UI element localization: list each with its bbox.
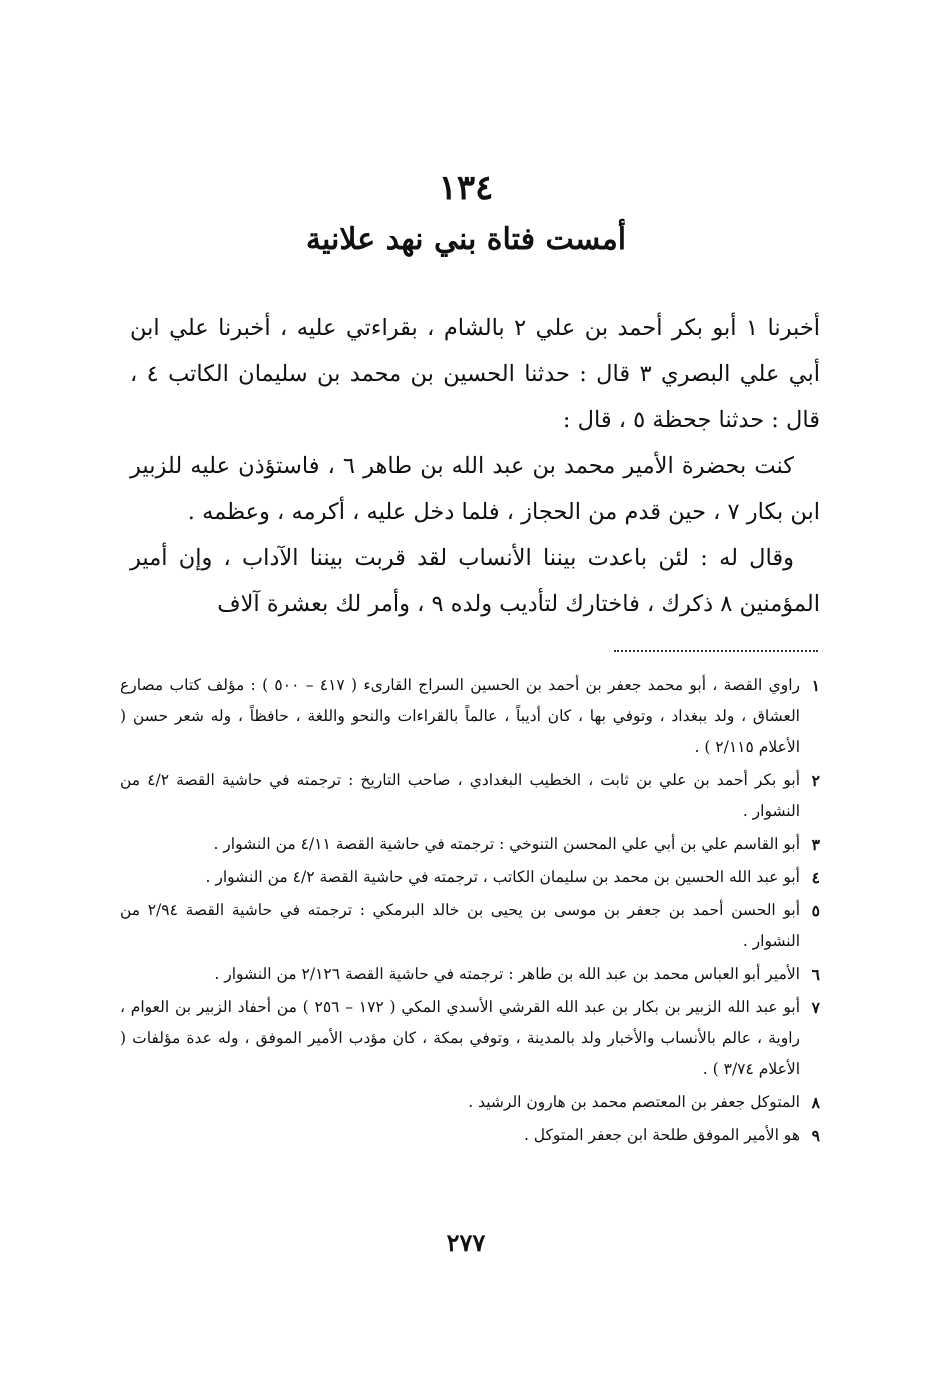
body-paragraph: وقال له : لئن باعدت بيننا الأنساب لقد قربت بيننا الآداب ، وإن أمير المؤمنين ٨ ذكرك ، فاختارك لتأديب ولده ٩ ، وأمر لك بعشرة آلاف (130, 545, 820, 617)
footnote-number: ٣ (811, 835, 820, 854)
story-body (130, 305, 820, 627)
story-title: أمست فتاة بني نهد علانية (305, 222, 627, 257)
footnote-item (120, 959, 820, 990)
footnote-item (120, 862, 820, 893)
page-number: ٢٧٧ (446, 1228, 486, 1257)
footnote-item (120, 765, 820, 827)
footnote-text: أبو الحسن أحمد بن جعفر بن موسى بن يحيى بن خالد البرمكي : ترجمته في حاشية القصة ٢/٩٤ من النشوار . (120, 901, 800, 950)
story-number: ١٣٤ (438, 168, 494, 208)
body-paragraph: أخبرنا ١ أبو بكر أحمد بن علي ٢ بالشام ، بقراءتي عليه ، أخبرنا علي ابن أبي علي البصري ٣ قال : حدثنا الحسين بن محمد بن سليمان الكاتب ٤ ، قال : حدثنا جحظة ٥ ، قال : (130, 315, 820, 433)
footnote-number: ٥ (811, 901, 820, 920)
footnote-text: أبو عبد الله الزبير بن بكار بن عبد الله القرشي الأسدي المكي ( ١٧٢ – ٢٥٦ ) من أحفاد الزبير بن العوام ، راوية ، عالم بالأنساب والأخبار ولد بالمدينة ، وتوفي بمكة ، كان مؤدب الأمير الموفق ، وله عدة مؤلفات ( الأعلام ٣/٧٤ ) . (120, 998, 801, 1078)
footnotes-list (120, 670, 820, 1153)
footnote-number: ٦ (811, 965, 820, 984)
footnote-item (120, 1120, 820, 1151)
footnote-text: أبو بكر أحمد بن علي بن ثابت ، الخطيب البغدادي ، صاحب التاريخ : ترجمته في حاشية القصة ٤/٢ من النشوار . (120, 771, 800, 820)
footnote-text: راوي القصة ، أبو محمد جعفر بن أحمد بن الحسين السراج القارىء ( ٤١٧ – ٥٠٠ ) : مؤلف كتاب مصارع العشاق ، ولد ببغداد ، وتوفي بها ، كان أديباً ، عالماً بالقراءات والنحو واللغة ، حافظاً ، وله شعر حسن ( الأعلام ٢/١١٥ ) . (120, 676, 800, 756)
footnote-item (120, 895, 820, 957)
footnote-text: الأمير أبو العباس محمد بن عبد الله بن طاهر : ترجمته في حاشية القصة ٢/١٢٦ من النشوار . (214, 965, 800, 983)
footnote-number: ٢ (811, 771, 820, 790)
footnote-number: ٧ (811, 998, 820, 1017)
footnote-number: ٩ (811, 1126, 820, 1145)
footnote-number: ٤ (811, 868, 820, 887)
footnote-divider (614, 650, 818, 652)
footnote-text: أبو القاسم علي بن أبي علي المحسن التنوخي : ترجمته في حاشية القصة ٤/١١ من النشوار . (213, 835, 800, 853)
footnote-text: المتوكل جعفر بن المعتصم محمد بن هارون الرشيد . (468, 1093, 800, 1111)
footnote-item (120, 992, 820, 1085)
body-paragraph: كنت بحضرة الأمير محمد بن عبد الله بن طاهر ٦ ، فاستؤذن عليه للزبير ابن بكار ٧ ، حين قدم من الحجاز ، فلما دخل عليه ، أكرمه ، وعظمه . (130, 453, 820, 525)
footnote-item (120, 829, 820, 860)
footnote-number: ١ (811, 676, 820, 695)
footnote-item (120, 1087, 820, 1118)
footnote-number: ٨ (811, 1093, 820, 1112)
footnote-text: هو الأمير الموفق طلحة ابن جعفر المتوكل . (523, 1126, 800, 1144)
footnote-text: أبو عبد الله الحسين بن محمد بن سليمان الكاتب ، ترجمته في حاشية القصة ٤/٢ من النشوار . (205, 868, 800, 886)
footnote-item (120, 670, 820, 763)
